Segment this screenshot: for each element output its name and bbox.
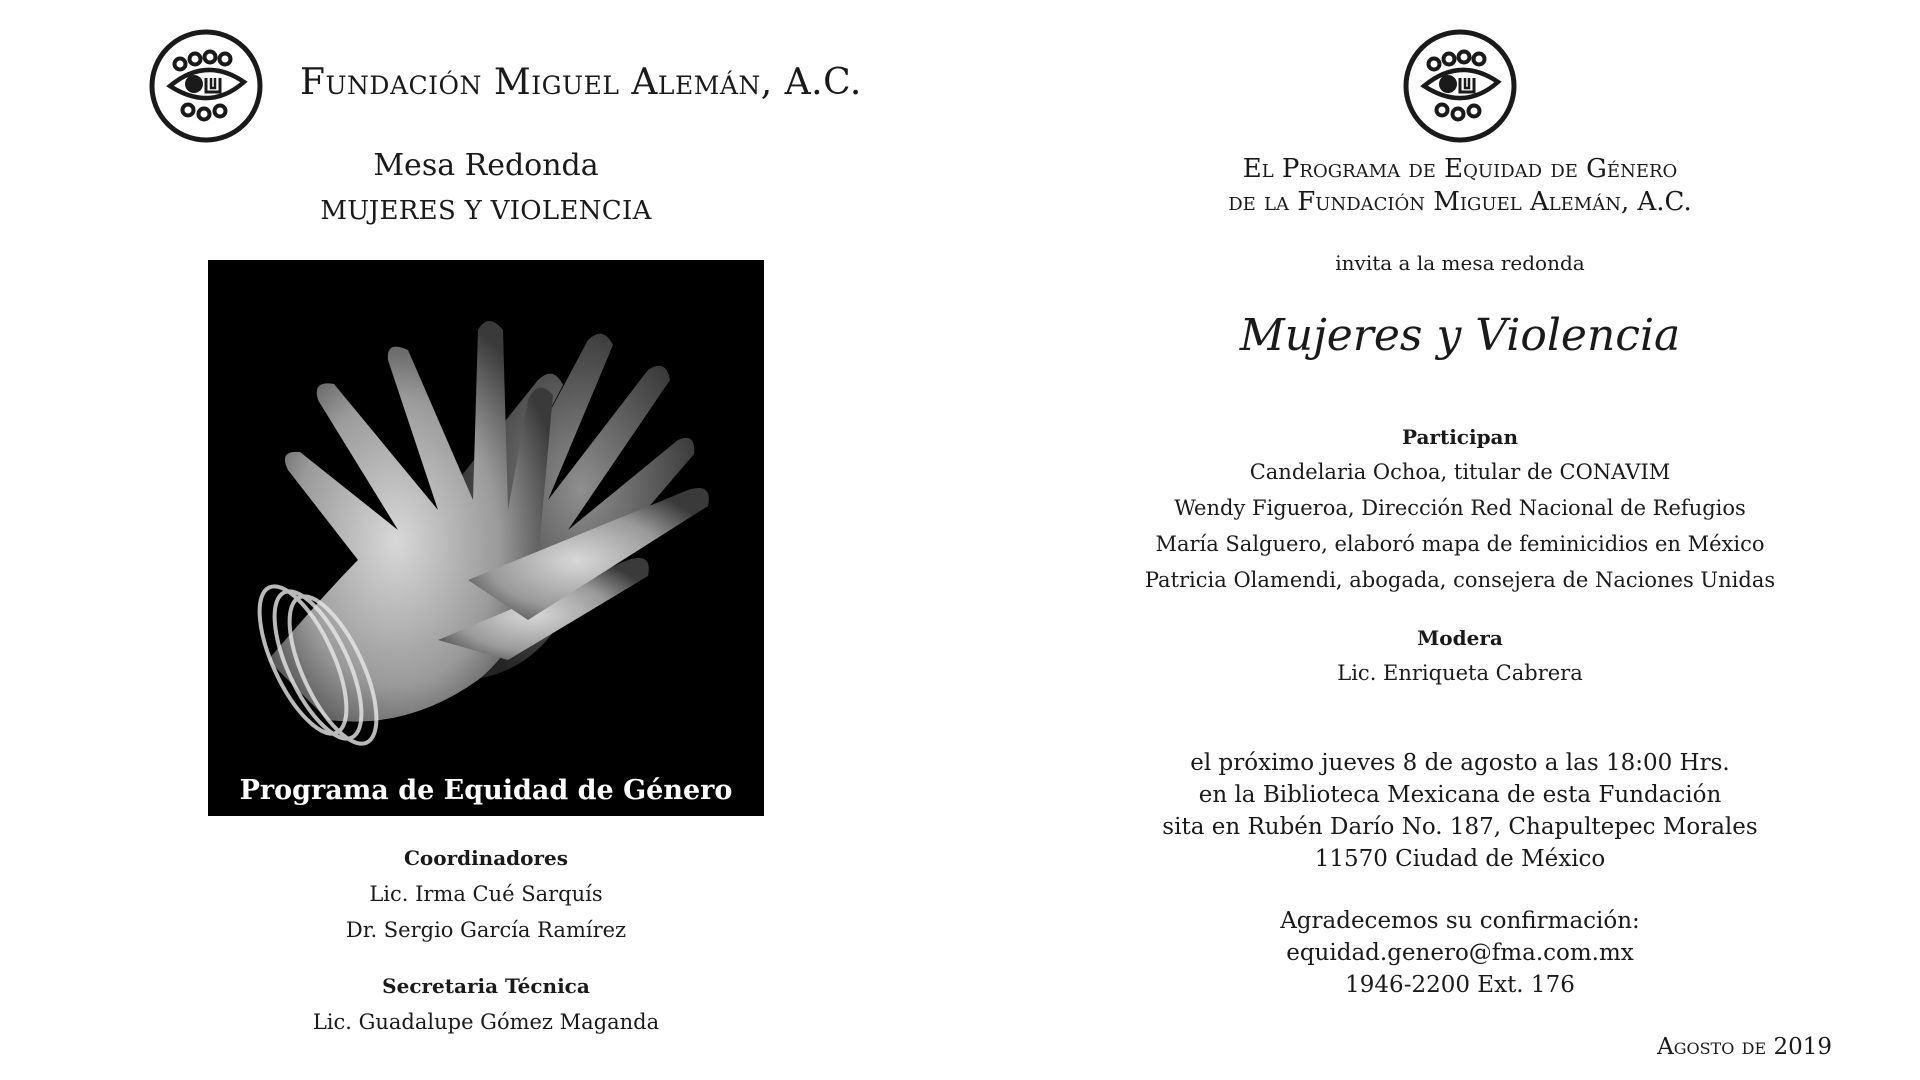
- secretary-heading: Secretaria Técnica: [382, 974, 590, 998]
- event-type: Mesa Redonda: [373, 148, 599, 183]
- rsvp-email: equidad.genero@fma.com.mx: [1286, 940, 1634, 966]
- program-line1: El Programa de Equidad de Género: [1242, 154, 1678, 184]
- moderator-name: Lic. Enriqueta Cabrera: [1337, 661, 1583, 685]
- rsvp-phone: 1946-2200 Ext. 176: [1345, 972, 1575, 998]
- event-detail: en la Biblioteca Mexicana de esta Fundación: [1198, 782, 1722, 808]
- event-detail: el próximo jueves 8 de agosto a las 18:00 Hrs.: [1190, 750, 1730, 776]
- program-line2: de la Fundación Miguel Alemán, A.C.: [1228, 187, 1692, 217]
- fma-logo-right: [1402, 28, 1518, 144]
- fma-logo-left: [148, 28, 264, 144]
- event-title-italic: Mujeres y Violencia: [1239, 310, 1681, 361]
- hands-photo: [208, 260, 764, 816]
- coordinators-heading: Coordinadores: [403, 846, 569, 870]
- coordinator-name: Lic. Irma Cué Sarquís: [369, 882, 603, 906]
- moderator-heading: Modera: [1417, 626, 1503, 650]
- crossed-hands-image: [208, 260, 764, 816]
- participant: Candelaria Ochoa, titular de CONAVIM: [1249, 460, 1671, 484]
- event-detail: sita en Rubén Darío No. 187, Chapultepec Morales: [1162, 814, 1758, 840]
- org-name: Fundación Miguel Alemán, A.C.: [300, 62, 862, 103]
- participants-heading: Participan: [1401, 425, 1519, 449]
- date-footer: Agosto de 2019: [1657, 1034, 1832, 1060]
- photo-caption: Programa de Equidad de Género: [239, 775, 733, 806]
- event-title: MUJERES Y VIOLENCIA: [320, 196, 652, 226]
- rsvp-heading: Agradecemos su confirmación:: [1280, 908, 1640, 934]
- fma-eye-logo-icon: [148, 28, 264, 144]
- participant: Patricia Olamendi, abogada, consejera de Naciones Unidas: [1144, 568, 1776, 592]
- fma-eye-logo-icon: [1402, 28, 1518, 144]
- participant: María Salguero, elaboró mapa de feminicidios en México: [1155, 532, 1765, 556]
- coordinator-name: Dr. Sergio García Ramírez: [345, 918, 627, 942]
- participant: Wendy Figueroa, Dirección Red Nacional de Refugios: [1174, 496, 1746, 520]
- event-detail: 11570 Ciudad de México: [1314, 846, 1606, 872]
- invite-text: invita a la mesa redonda: [1335, 251, 1585, 275]
- secretary-name: Lic. Guadalupe Gómez Maganda: [312, 1010, 660, 1034]
